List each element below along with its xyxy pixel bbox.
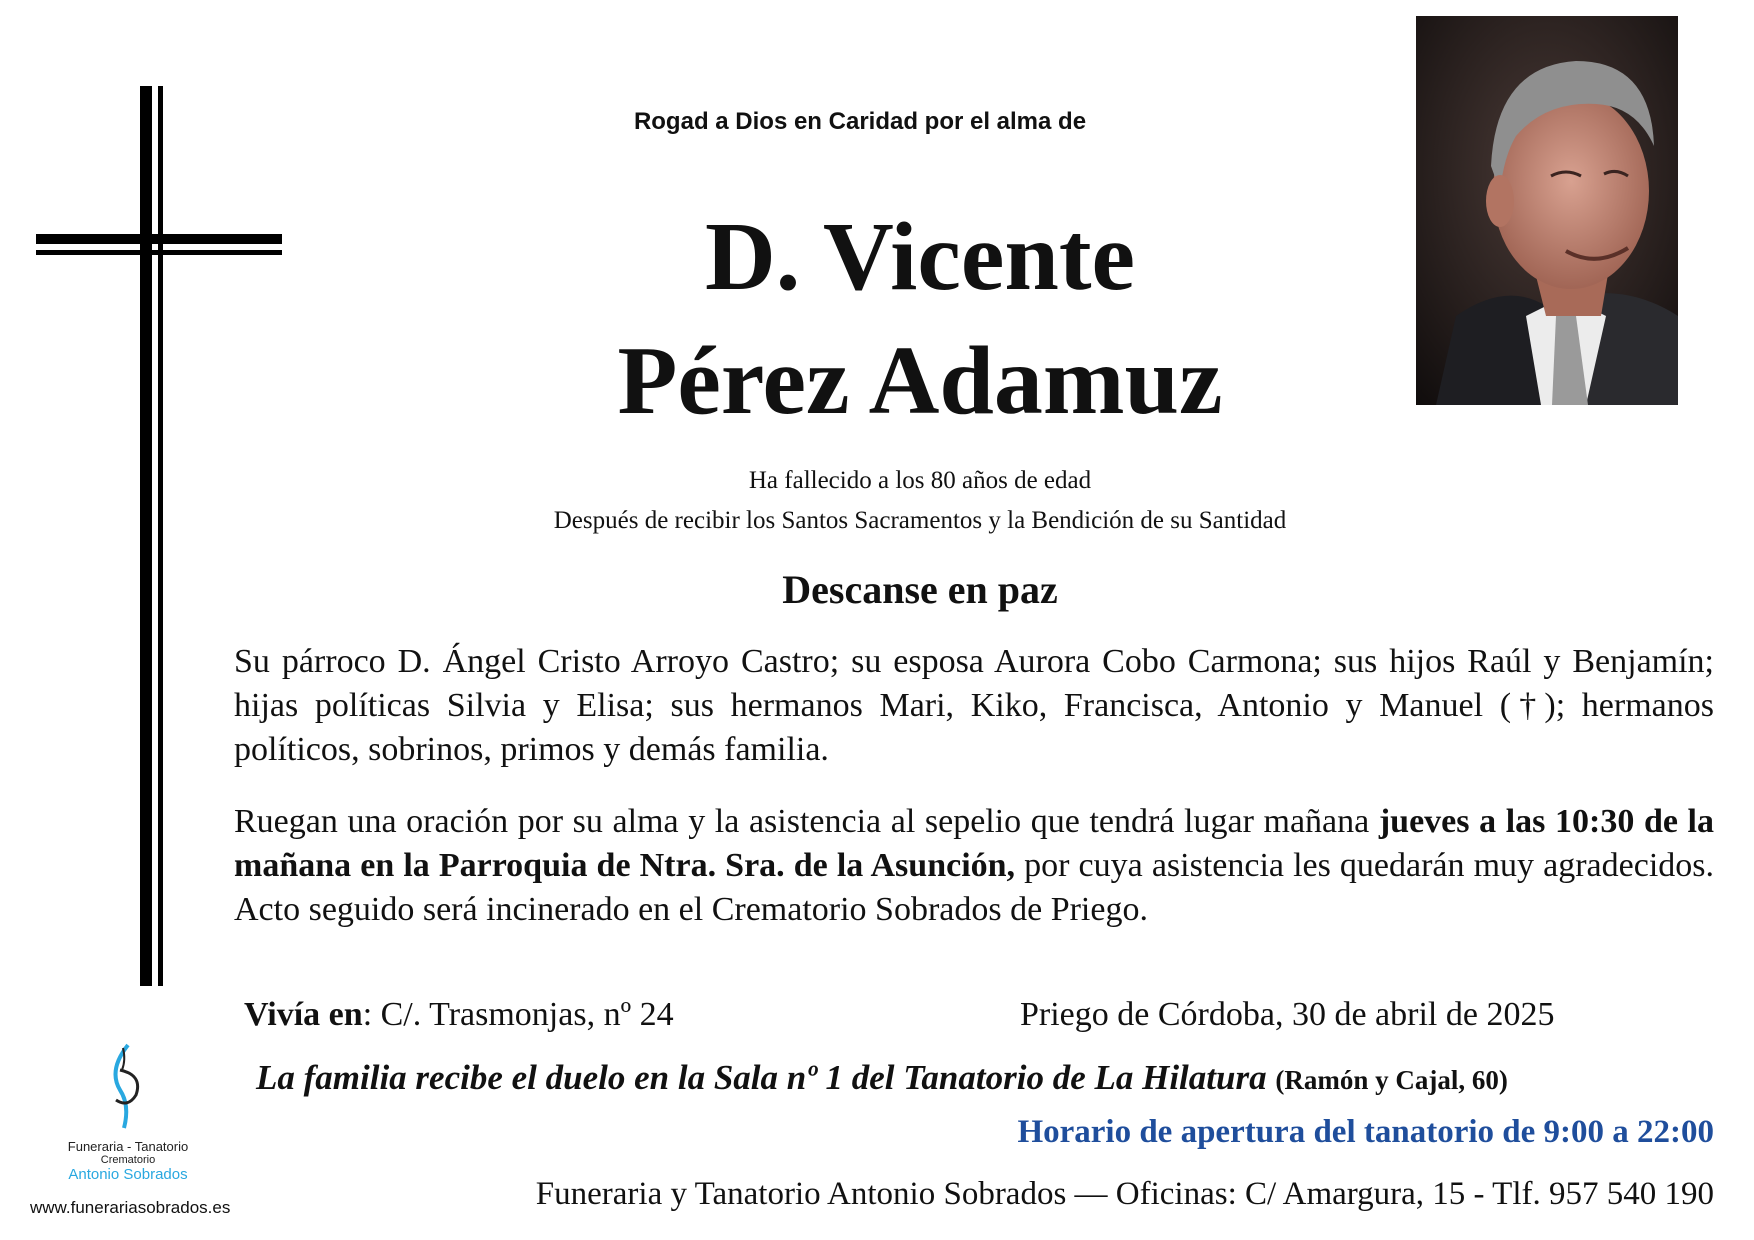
deceased-name-line2: Pérez Adamuz bbox=[617, 327, 1223, 435]
service-time-place: jueves a las 10:30 de la mañana en la Parroquia de Ntra. Sra. de la Asunción, bbox=[234, 803, 1715, 884]
rest-in-peace-heading: Descanse en paz bbox=[782, 567, 1058, 612]
residence bbox=[244, 996, 674, 1034]
family-paragraph: Su párroco D. Ángel Cristo Arroyo Castro; su esposa Aurora Cobo Carmona; sus hijos Raúl y Benjamín; hijas políticas Silvia y Elisa; sus hermanos Mari, Kiko, Francisca, Antonio y Manuel (†); hermanos políticos, sobrinos, primos y demás familia. bbox=[234, 643, 1714, 768]
residence-label: Vivía en bbox=[244, 996, 363, 1033]
logo-mark-icon bbox=[98, 1040, 158, 1130]
sacraments-text: Después de recibir los Santos Sacramentos y la Bendición de su Santidad bbox=[553, 507, 1287, 534]
logo-line1: Funeraria - Tanatorio bbox=[67, 1139, 189, 1154]
funeral-home-logo bbox=[40, 1040, 216, 1183]
portrait-photo bbox=[1416, 16, 1678, 405]
logo-line3: Antonio Sobrados bbox=[68, 1166, 188, 1183]
residence-value: : C/. Trasmonjas, nº 24 bbox=[362, 996, 674, 1033]
footer-contact: Funeraria y Tanatorio Antonio Sobrados — Oficinas: C/ Amargura, 15 - Tlf. 957 540 190 bbox=[535, 1176, 1714, 1212]
website-link[interactable]: www.funerariasobrados.es bbox=[30, 1198, 231, 1217]
service-text-before: Ruegan una oración por su alma y la asistencia al sepelio que tendrá lugar mañana bbox=[234, 803, 1379, 840]
wake-notice bbox=[256, 1058, 1508, 1098]
deceased-name-line1: D. Vicente bbox=[705, 203, 1135, 311]
wake-address: (Ramón y Cajal, 60) bbox=[1275, 1065, 1508, 1095]
wake-text: La familia recibe el duelo en la Sala nº 1 del Tanatorio de La Hilatura bbox=[256, 1058, 1276, 1097]
opening-hours: Horario de apertura del tanatorio de 9:00 a 22:00 bbox=[1017, 1114, 1714, 1150]
service-text-after: por cuya asistencia les quedarán muy agradecidos. Acto seguido será incinerado en el Crematorio Sobrados de Priego. bbox=[234, 847, 1715, 928]
age-text: Ha fallecido a los 80 años de edad bbox=[748, 467, 1092, 494]
service-paragraph bbox=[234, 800, 1714, 932]
logo-line2: Crematorio bbox=[100, 1154, 156, 1166]
place-date: Priego de Córdoba, 30 de abril de 2025 bbox=[1020, 996, 1555, 1033]
intro-text: Rogad a Dios en Caridad por el alma de bbox=[633, 108, 1087, 135]
